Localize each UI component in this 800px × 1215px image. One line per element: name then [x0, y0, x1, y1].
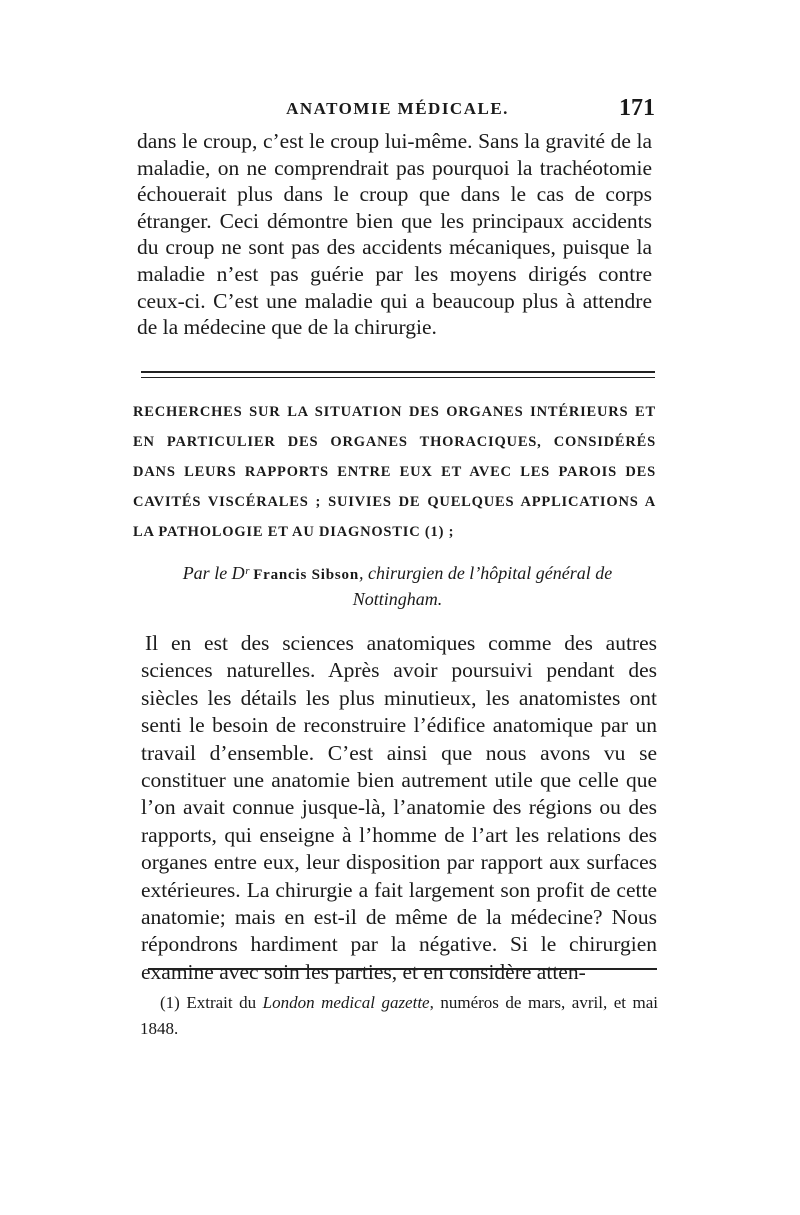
page-number: 171: [619, 95, 655, 121]
byline-suffix: , chirurgien de l’hôpital général de Nottingham.: [352, 563, 613, 609]
byline-prefix: Par le Dʳ: [182, 563, 249, 583]
byline: [140, 561, 655, 611]
footnote-suffix: , numéros de mars, avril, et mai 1848.: [140, 993, 658, 1038]
footnote-journal: London medical gazette: [262, 993, 430, 1012]
body-paragraph: Il en est des sciences anatomiques comme des autres sciences naturelles. Après avoir poursuivi pendant des siècles les détails les plus minutieux, les anatomistes ont senti le besoin de reconstruire l’édifice anatomique par un travail d’ensemble. C’est ainsi que nous avons vu se constituer une anatomie bien autrement utile que celle que l’on avait connue jusque-là, l’anatomie des régions ou des rapports, qui enseigne à l’homme de l’art les relations des organes entre eux, leur disposition par rapport aux surfaces extérieures. La chirurgie a fait largement son profit de cette anatomie; mais en est-il de même de la médecine? Nous répondrons hardiment par la négative. Si le chirurgien examine avec soin les parties, et en considère atten-: [141, 631, 657, 984]
author-name: Francis Sibson: [253, 567, 359, 583]
footnote-divider: [148, 968, 657, 970]
section-divider-thin: [141, 377, 655, 378]
running-title: ANATOMIE MÉDICALE.: [286, 99, 509, 118]
section-divider-thick: [141, 371, 655, 373]
article-title: RECHERCHES SUR LA SITUATION DES ORGANES INTÉRIEURS ET EN PARTICULIER DES ORGANES THORACIQUES, CONSIDÉRÉS DANS LEURS RAPPORTS ENTRE EUX ET AVEC LES PAROIS DES CAVITÉS VISCÉRALES ; SUIVIES DE QUELQUES APPLICATIONS A LA PATHOLOGIE ET AU DIAGNOSTIC (1) ;: [133, 404, 656, 540]
page-header: [140, 95, 655, 123]
footnote: [140, 990, 658, 1042]
continued-paragraph: dans le croup, c’est le croup lui-même. Sans la gravité de la maladie, on ne comprendrait pas pourquoi la trachéotomie échouerait plus dans le croup que dans le cas de corps étranger. Ceci démontre bien que les principaux accidents du croup ne sont pas des accidents mécaniques, puisque la maladie n’est pas guérie par les moyens dirigés contre ceux-ci. C’est une maladie qui a beaucoup plus à attendre de la médecine que de la chirurgie.: [137, 129, 652, 340]
footnote-prefix: (1) Extrait du: [160, 993, 257, 1012]
